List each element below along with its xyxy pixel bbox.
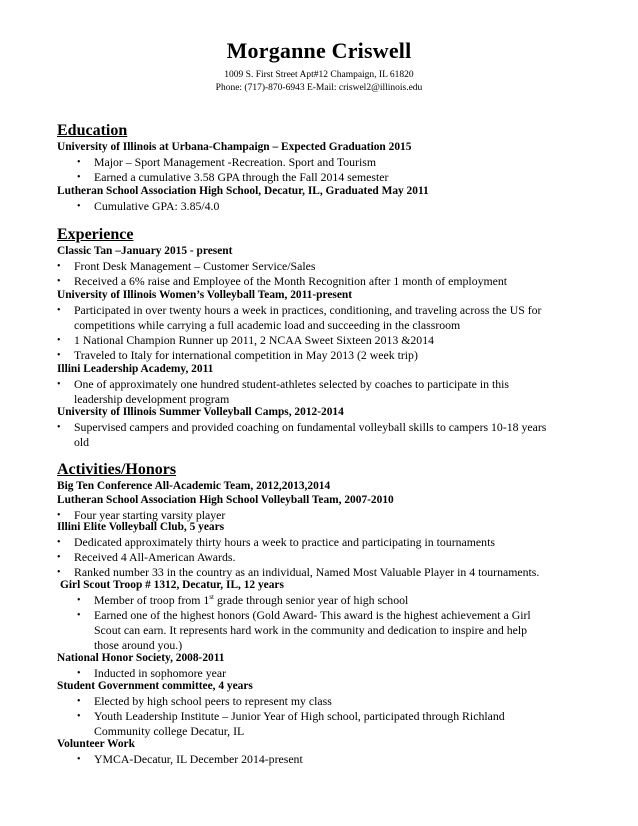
- activity-girl-scouts: Girl Scout Troop # 1312, Decatur, IL, 12 years: [60, 579, 284, 591]
- list-item-continuation: old: [74, 435, 90, 449]
- activity-big-ten: Big Ten Conference All-Academic Team, 2012,2013,2014: [57, 480, 331, 492]
- education-school-lsa: Lutheran School Association High School, Decatur, IL, Graduated May 2011: [57, 185, 429, 197]
- bullet-icon: •: [77, 595, 81, 606]
- job-leadership-academy: Illini Leadership Academy, 2011: [57, 363, 214, 375]
- bullet-icon: •: [57, 552, 61, 563]
- bullet-icon: •: [57, 305, 61, 316]
- bullet-icon: •: [57, 379, 61, 390]
- activity-student-government: Student Government committee, 4 years: [57, 680, 253, 692]
- activity-honor-society: National Honor Society, 2008-2011: [57, 652, 225, 664]
- bullet-icon: •: [57, 510, 61, 521]
- resume-name: Morganne Criswell: [226, 38, 412, 63]
- job-volleyball-team: University of Illinois Women’s Volleyball Team, 2011-present: [57, 289, 353, 301]
- bullet-icon: •: [57, 537, 61, 548]
- activity-lsa-volleyball: Lutheran School Association High School Volleyball Team, 2007-2010: [57, 494, 394, 506]
- list-item-continuation: leadership development program: [74, 392, 230, 406]
- list-item-continuation: competitions while carrying a full academic load and succeeding in the classroom: [74, 318, 461, 332]
- bullet-icon: •: [77, 201, 81, 212]
- bullet-icon: •: [77, 172, 81, 183]
- contact-line: Phone: (717)-870-6943 E-Mail: criswel2@illinois.edu: [215, 83, 423, 93]
- bullet-icon: •: [77, 610, 81, 621]
- bullet-icon: •: [57, 335, 61, 346]
- list-item-continuation: those around you.): [94, 638, 183, 652]
- activities-heading: Activities/Honors: [57, 461, 177, 478]
- list-item-continuation: Scout can earn. It represents hard work in the community and dedication to inspire and help: [94, 623, 528, 637]
- bullet-icon: •: [57, 422, 61, 433]
- bullet-icon: •: [77, 754, 81, 765]
- resume-page: Morganne Criswell 1009 S. First Street Apt#12 Champaign, IL 61820 Phone: (717)-870-6943 E-Mail: criswel2@illinois.edu Education University of Illinois at Urbana-Champaign – Expected Graduation 2015 • Major – Sport Management -Recreation. Sport and Tourism • Earned a cumulative 3.58 GPA through the Fall 2014 semester Lutheran School Association High School, Decatur, IL, Graduated May 2011 • Cumulative GPA: 3.85/4.0 Experience Classic Tan –January 2015 - present • Front Desk Management – Customer Service/Sales • Received a 6% raise and Employee of the Month Recognition after 1 month of employment University of Illinois Women’s Volleyball Team, 2011-present • Participated in over twenty hours a week in practices, conditioning, and traveling across the US for competitions while carrying a full academic load and succeeding in the classroom • 1 National Champion Runner up 2011, 2 NCAA Sweet Sixteen 2013 &2014 • Traveled to Italy for international competition in May 2013 (2 week trip) Illini Leadership Academy, 2011 • One of approximately one hundred student-athletes selected by coaches to participate in this leadership development program University of Illinois Summer Volleyball Camps, 2012-2014 • Supervised campers and provided coaching on fundamental volleyball skills to campers 10-18 years old Activities/Honors Big Ten Conference All-Academic Team, 2012,2013,2014 Lutheran School Association High School Volleyball Team, 2007-2010 • Four year starting varsity player Illini Elite Volleyball Club, 5 years • Dedicated approximately thirty hours a week to practice and participating in tournaments • Received 4 All-American Awards. • Ranked number 33 in the country as an individual, Named Most Valuable Player in 4 tournaments. Girl Scout Troop # 1312, Decatur, IL, 12 years • Member of troop from 1st grade through senior year of high school • Earned one of the highest honors (Gold Award- This award is the highest achievement a Girl Scout can earn. It represents hard work in the community and dedication to inspire and help those around you.) National Honor Society, 2008-2011 • Inducted in sophomore year Student Government committee, 4 years • Elected by high school peers to represent my class • Youth Leadership Institute – Junior Year of High school, participated through Richland Community college Decatur, IL Volunteer Work • YMCA-Decatur, IL December 2014-present: [0, 0, 638, 826]
- bullet-icon: •: [57, 276, 61, 287]
- education-heading: Education: [57, 122, 128, 139]
- address-line: 1009 S. First Street Apt#12 Champaign, IL 61820: [224, 70, 414, 80]
- job-summer-camps: University of Illinois Summer Volleyball Camps, 2012-2014: [57, 406, 344, 418]
- bullet-icon: •: [77, 157, 81, 168]
- list-item-continuation: Community college Decatur, IL: [94, 724, 245, 738]
- activity-volunteer-work: Volunteer Work: [57, 738, 135, 750]
- bullet-icon: •: [77, 696, 81, 707]
- bullet-icon: •: [57, 350, 61, 361]
- job-classic-tan: Classic Tan –January 2015 - present: [57, 245, 233, 257]
- activity-illini-elite: Illini Elite Volleyball Club, 5 years: [57, 521, 225, 533]
- bullet-icon: •: [77, 668, 81, 679]
- bullet-icon: •: [57, 567, 61, 578]
- education-school-uiuc: University of Illinois at Urbana-Champaign – Expected Graduation 2015: [57, 141, 412, 153]
- bullet-icon: •: [57, 261, 61, 272]
- bullet-icon: •: [77, 711, 81, 722]
- experience-heading: Experience: [57, 226, 134, 243]
